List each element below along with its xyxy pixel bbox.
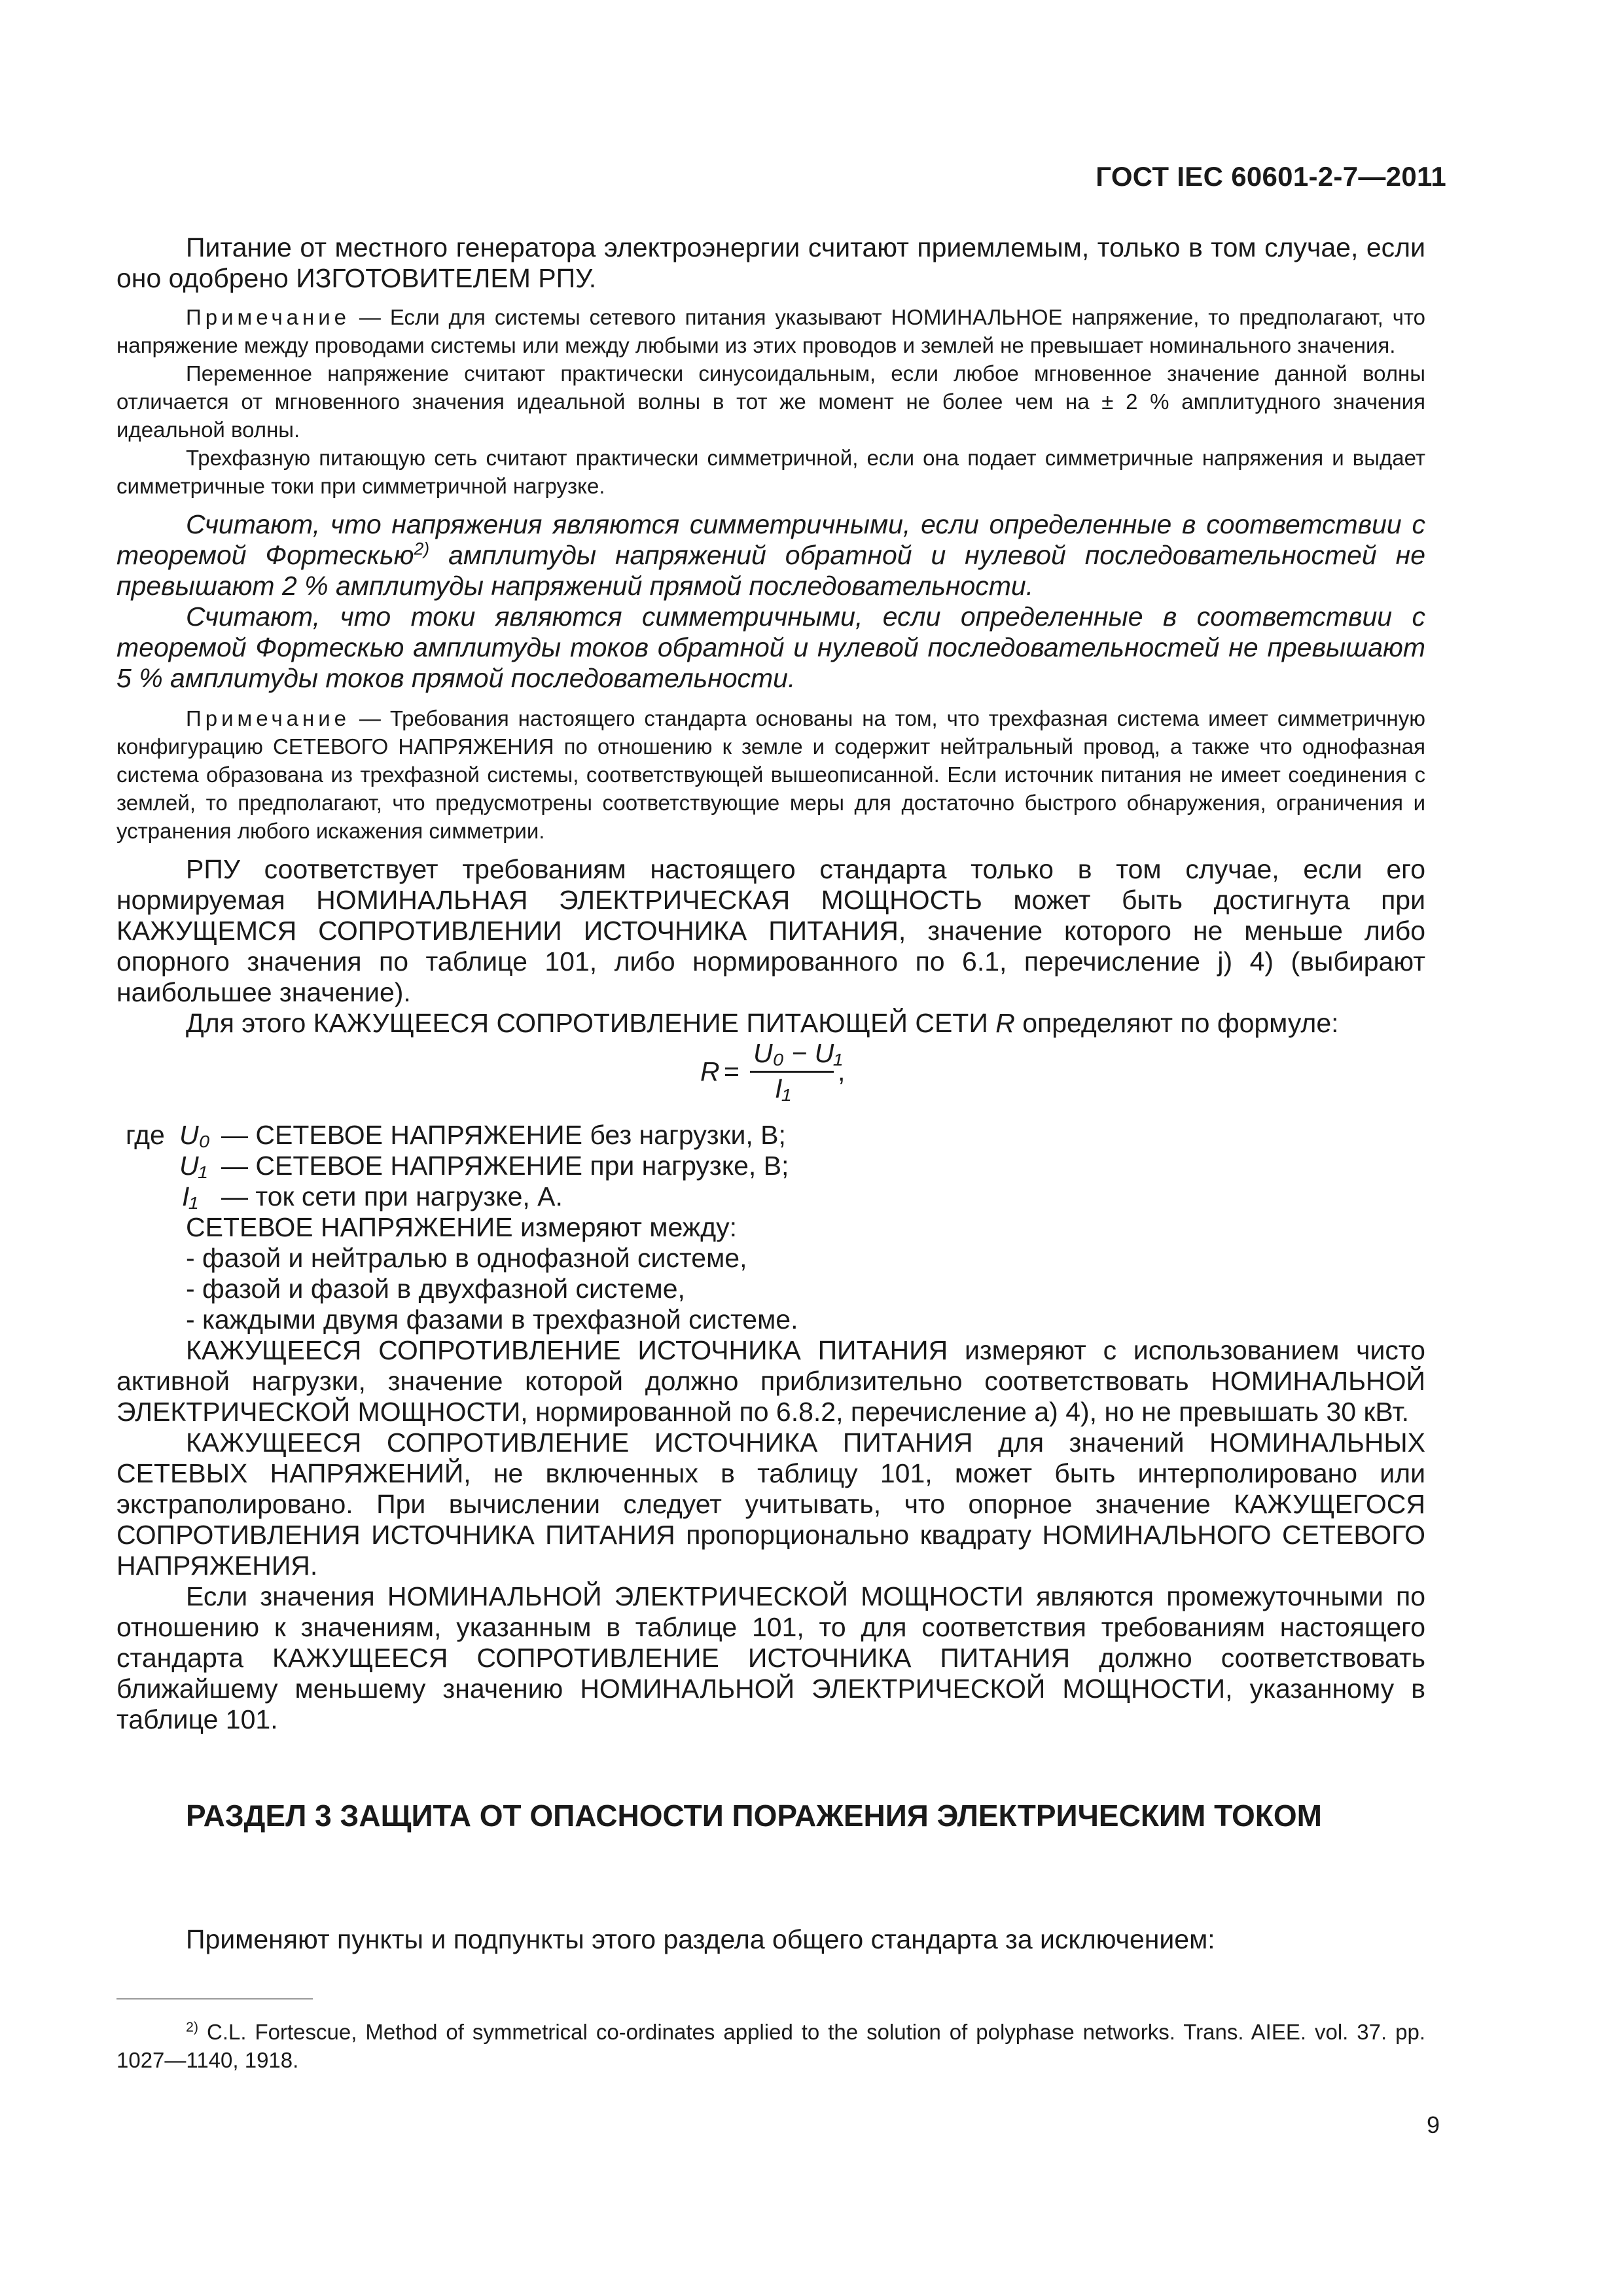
note-1-sinusoidal: Переменное напряжение считают практически синусоидальным, если любое мгновенное значение данной волны отличается от мгновенного значения идеальной волны в тот же момент не более чем на ± 2 % амплитудного значения идеальной волны.: [116, 361, 1425, 442]
variable-r: R: [995, 1008, 1015, 1038]
section-heading: РАЗДЕЛ 3 ЗАЩИТА ОТ ОПАСНОСТИ ПОРАЖЕНИЯ ЭЛЕКТРИЧЕСКИМ ТОКОМ: [186, 1799, 1322, 1833]
note-2: [116, 704, 1425, 845]
section-apply: [116, 1924, 1425, 1955]
paragraph-interpolation: КАЖУЩЕЕСЯ СОПРОТИВЛЕНИЕ ИСТОЧНИКА ПИТАНИЯ для значений НОМИНАЛЬНЫХ СЕТЕВЫХ НАПРЯЖЕНИЙ, не включенных в таблицу 101, может быть интерполировано или экстраполировано. При вычислении следует учитывать, что опорное значение КАЖУЩЕГОСЯ СОПРОТИВЛЕНИЯ ИСТОЧНИКА ПИТАНИЯ пропорционально квадрату НОМИНАЛЬНОГО СЕТЕВОГО НАПРЯЖЕНИЯ.: [116, 1427, 1425, 1581]
paragraph-rated-power: РПУ соответствует требованиям настоящего стандарта только в том случае, если его нормируемая НОМИНАЛЬНАЯ ЭЛЕКТРИЧЕСКАЯ МОЩНОСТЬ может быть достигнута при КАЖУЩЕМСЯ СОПРОТИВЛЕНИИ ИСТОЧНИКА ПИТАНИЯ, значение которого не меньше либо опорного значения по таблице 101, либо нормированного по 6.1, перечисление j) 4) (выбирают наибольшее значение).: [116, 854, 1425, 1007]
formula-equals: =: [724, 1056, 740, 1086]
fraction-bar: [750, 1071, 834, 1073]
measure-intro: [116, 1212, 1425, 1243]
formula-lhs: R: [700, 1056, 720, 1086]
italic-current-symmetry: Считают, что токи являются симметричными, если определенные в соответствии с теоремой Фортескью амплитуды токов обратной и нулевой последовательностей не превышают 5 % амплитуды токов прямой последовательности.: [116, 601, 1425, 693]
where-row-i1: [116, 1181, 1425, 1212]
paragraph-intermediate: Если значения НОМИНАЛЬНОЙ ЭЛЕКТРИЧЕСКОЙ МОЩНОСТИ являются промежуточными по отношению к значениям, указанным в таблице 101, то для соответствия требованиям настоящего стандарта КАЖУЩЕЕСЯ СОПРОТИВЛЕНИЕ ИСТОЧНИКА ПИТАНИЯ должно соответствовать ближайшему меньшему значению НОМИНАЛЬНОЙ ЭЛЕКТРИЧЕСКОЙ МОЩНОСТИ, указанному в таблице 101.: [116, 1581, 1425, 1734]
symbol-i1: I₁: [182, 1181, 198, 1211]
measure-item-1: [116, 1243, 1425, 1274]
note-label: Примечание: [186, 706, 351, 730]
symbol-u1: U₁: [179, 1151, 207, 1181]
text: Для этого КАЖУЩЕЕСЯ СОПРОТИВЛЕНИЕ ПИТАЮЩЕЙ СЕТИ: [186, 1008, 996, 1038]
where-row-u0: [116, 1120, 1425, 1151]
where-text: — ток сети при нагрузке, А.: [221, 1181, 563, 1211]
footnote-separator: [116, 1998, 313, 2000]
note-label: Примечание: [186, 305, 351, 329]
formula-comma: ,: [838, 1056, 846, 1086]
paragraph-generator: Питание от местного генератора электроэнергии считают приемлемым, только в том случае, если оно одобрено ИЗГОТОВИТЕЛЕМ РПУ.: [116, 232, 1425, 293]
standard-id-header: ГОСТ IEC 60601-2-7—2011: [1096, 161, 1446, 192]
where-text: — СЕТЕВОЕ НАПРЯЖЕНИЕ при нагрузке, В;: [221, 1151, 789, 1181]
text: определяют по формуле:: [1014, 1008, 1339, 1038]
footnote-text: C.L. Fortescue, Method of symmetrical co-ordinates applied to the solution of polyphase networks. Trans. AIEE. vol. 37. pp. 1027—1140, 1918.: [116, 2020, 1425, 2072]
measure-item-2: [116, 1274, 1425, 1304]
formula-numerator: U₀ − U₁: [753, 1038, 843, 1068]
text: - каждыми двумя фазами в трехфазной системе.: [186, 1304, 798, 1335]
where-prefix: где: [126, 1120, 165, 1150]
text: - фазой и нейтралью в однофазной системе,: [186, 1243, 747, 1273]
note-1: [116, 303, 1425, 359]
symbol-u0: U₀: [179, 1120, 210, 1150]
where-row-u1: [116, 1151, 1425, 1181]
where-text: — СЕТЕВОЕ НАПРЯЖЕНИЕ без нагрузки, В;: [221, 1120, 786, 1150]
footnote-ref: 2): [414, 539, 430, 559]
paragraph-formula-intro: [116, 1008, 1425, 1039]
italic-voltage-symmetry: [116, 509, 1425, 601]
text: СЕТЕВОЕ НАПРЯЖЕНИЕ измеряют между:: [186, 1212, 738, 1242]
italic-text: Считают, что напряжения являются симметричными, если определенные в соответствии с теоремой Фортескью: [116, 509, 1425, 570]
footnote-mark: 2): [186, 2019, 199, 2035]
measure-item-3: [116, 1304, 1425, 1335]
text: - фазой и фазой в двухфазной системе,: [186, 1274, 685, 1304]
impedance-formula: [116, 1040, 1425, 1105]
where-list: [116, 1120, 1425, 1335]
note-1-symmetric: Трехфазную питающую сеть считают практически симметричной, если она подает симметричные напряжения и выдает симметричные токи при симметричной нагрузке.: [116, 446, 1425, 498]
footnote: [116, 2018, 1425, 2074]
note-text: — Требования настоящего стандарта основаны на том, что трехфазная система имеет симметричную конфигурацию СЕТЕВОГО НАПРЯЖЕНИЯ по отношению к земле и содержит нейтральный провод, а также что однофазная система образована из трехфазной системы, соответствующей вышеописанной. Если источник питания не имеет соединения с землей, то предполагают, что предусмотрены соответствующие меры для достаточно быстрого обнаружения, ограничения и устранения любого искажения симметрии.: [116, 706, 1425, 843]
paragraph-measure-impedance: КАЖУЩЕЕСЯ СОПРОТИВЛЕНИЕ ИСТОЧНИКА ПИТАНИЯ измеряют с использованием чисто активной нагрузки, значение которой должно приблизительно соответствовать НОМИНАЛЬНОЙ ЭЛЕКТРИЧЕСКОЙ МОЩНОСТИ, нормированной по 6.8.2, перечисление а) 4), но не превышать 30 кВт.: [116, 1335, 1425, 1427]
paragraph-apply: Применяют пункты и подпункты этого раздела общего стандарта за исключением:: [186, 1924, 1215, 1954]
note-text: — Если для системы сетевого питания указывают НОМИНАЛЬНОЕ напряжение, то предполагают, что напряжение между проводами системы или между любыми из этих проводов и землей не превышает номинального значения.: [116, 305, 1425, 357]
italic-text: амплитуды напряжений обратной и нулевой последовательностей не превышают 2 % амплитуды напряжений прямой последовательности.: [116, 540, 1425, 601]
page-number: 9: [1426, 2111, 1440, 2138]
upper-body: [116, 232, 1425, 1735]
formula-denominator: I₁: [775, 1073, 791, 1103]
